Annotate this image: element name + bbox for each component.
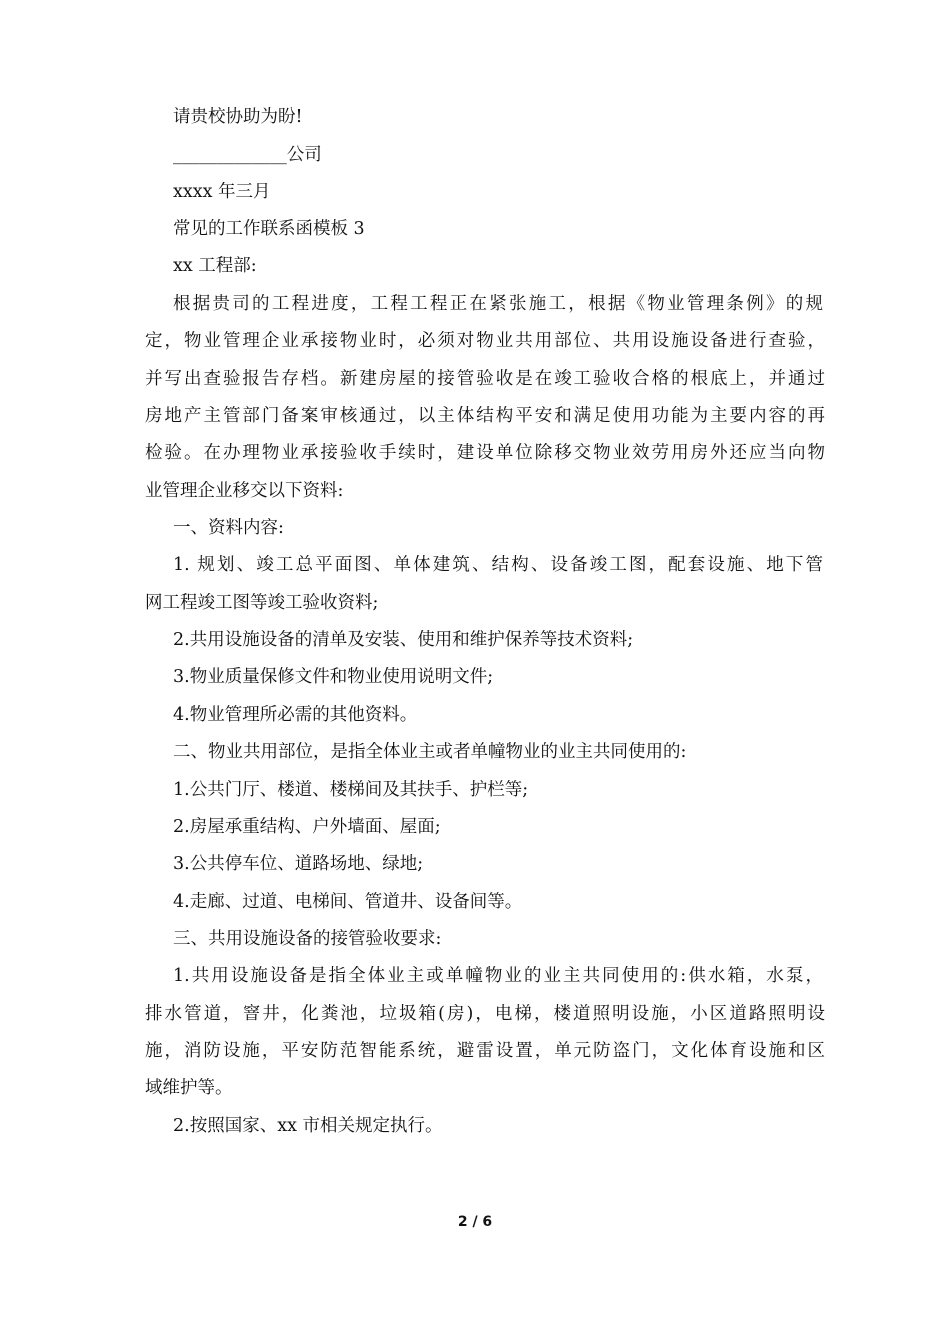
list-item: 2.按照国家、xx 市相关规定执行。: [173, 1116, 443, 1136]
list-item-continuation: 施，消防设施，平安防范智能系统，避雷设置，单元防盗门，文化体育设施和区: [145, 1041, 825, 1061]
list-heading: 一、资料内容:: [173, 518, 284, 538]
list-item: 4.走廊、过道、电梯间、管道井、设备间等。: [173, 892, 523, 912]
list-item: 2.房屋承重结构、户外墙面、屋面;: [173, 817, 441, 837]
page-number: 2 / 6: [457, 1214, 493, 1230]
salutation: xx 工程部:: [173, 256, 257, 276]
text-line: xxxx 年三月: [173, 182, 271, 202]
paragraph-line: 检验。在办理物业承接验收手续时，建设单位除移交物业效劳用房外还应当向物: [145, 443, 825, 463]
paragraph-line: 房地产主管部门备案审核通过，以主体结构平安和满足使用功能为主要内容的再: [145, 406, 825, 426]
list-item: 2.共用设施设备的清单及安装、使用和维护保养等技术资料;: [173, 630, 634, 650]
paragraph-line: 定，物业管理企业承接物业时，必须对物业共用部位、共用设施设备进行查验，: [145, 331, 825, 351]
list-heading: 二、物业共用部位，是指全体业主或者单幢物业的业主共同使用的:: [173, 742, 687, 762]
list-item-continuation: 排水管道，窨井，化粪池，垃圾箱(房)，电梯，楼道照明设施，小区道路照明设: [145, 1004, 825, 1024]
list-item: 1. 规划、竣工总平面图、单体建筑、结构、设备竣工图，配套设施、地下管: [173, 555, 823, 575]
list-item: 3.物业质量保修文件和物业使用说明文件;: [173, 667, 494, 687]
paragraph-line: 根据贵司的工程进度，工程工程正在紧张施工，根据《物业管理条例》的规: [173, 294, 823, 314]
list-item: 4.物业管理所必需的其他资料。: [173, 705, 418, 725]
paragraph-line: 并写出查验报告存档。新建房屋的接管验收是在竣工验收合格的根底上，并通过: [145, 369, 825, 389]
list-item: 1.公共门厅、楼道、楼梯间及其扶手、护栏等;: [173, 780, 529, 800]
list-item: 1.共用设施设备是指全体业主或单幢物业的业主共同使用的:供水箱，水泵，: [173, 966, 823, 986]
text-line: _____________公司: [173, 145, 322, 165]
section-heading: 常见的工作联系函模板 3: [173, 219, 365, 239]
list-item-continuation: 网工程竣工图等竣工验收资料;: [145, 593, 379, 613]
list-heading: 三、共用设施设备的接管验收要求:: [173, 929, 442, 949]
text-line: 请贵校协助为盼!: [173, 107, 303, 127]
list-item: 3.公共停车位、道路场地、绿地;: [173, 854, 424, 874]
paragraph-line: 业管理企业移交以下资料:: [145, 481, 344, 501]
list-item-continuation: 域维护等。: [145, 1078, 233, 1098]
